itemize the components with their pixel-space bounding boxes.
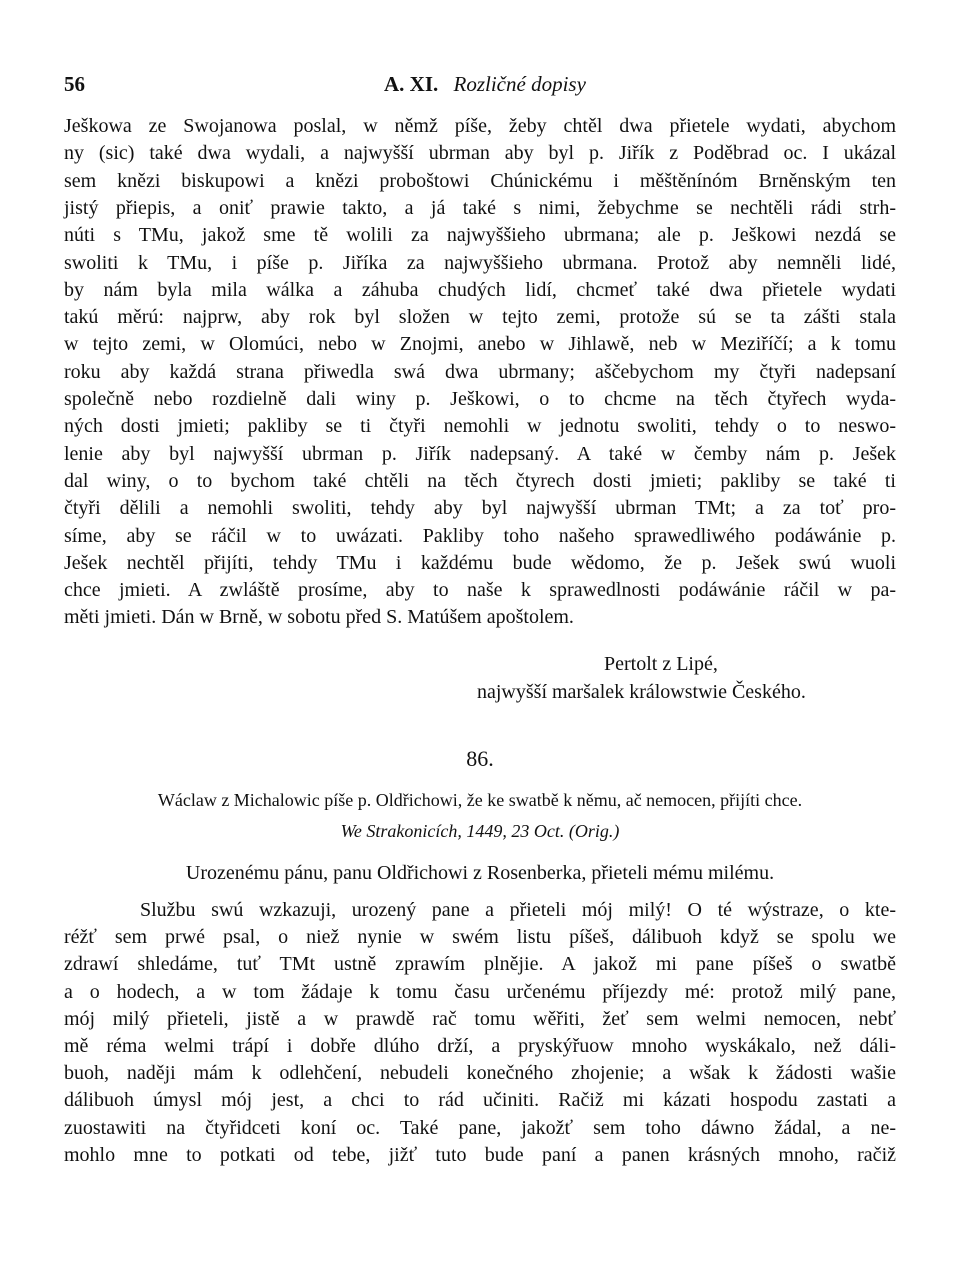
text-line: čtyři dělili a nemohli swoliti, tehdy aby byl najwyšší ubrman TMt; a za toť pro- — [64, 497, 896, 520]
text-line: Ješkowa ze Swojanowa poslal, w němž píše, žeby chtěl dwa přietele wydati, abychom — [64, 115, 896, 137]
document-number: 86. — [466, 746, 494, 771]
text-line: núti s TMu, jakož sme tě wolili za najwyššieho ubrmana; ale p. Ješkowi nezdá se — [64, 224, 896, 247]
signature-name: Pertolt z Lipé, — [604, 653, 718, 675]
text-line: by nám byla mila wálka a záhuba chudých lidí, chcmeť také dwa přietele wydati — [64, 278, 896, 301]
text-line: Ješek nechtěl přijíti, tehdy TMu i každému bude wědomo, že p. Ješek swú wuoli — [64, 551, 896, 574]
text-line: jistý přiepis, a oniť prawie takto, a já také s nimi, žebychme se nechtěli rádi strh- — [64, 196, 896, 219]
text-line: mój milý přieteli, jistě a w prawdě rač tomu wěřiti, žeť sem welmi nemocen, nebť — [64, 1007, 896, 1030]
text-line: buoh, naději mám k odlehčení, nebudeli konečného zhojenie; a wšak k žádosti wašie — [64, 1062, 896, 1085]
text-line: ných dosti jmieti; pakliby se ti čtyři nemohli w jednotu swoliti, tehdy o to neswo- — [64, 415, 896, 438]
text-line: mě réma welmi trápí i dobře dlúho drží, a pryskýřuow mnoho wyskákalo, než dáli- — [64, 1035, 896, 1057]
section-number: A. XI. — [384, 72, 439, 96]
signature-title: najwyšší maršalek králowstwie Českého. — [477, 681, 806, 703]
text-line: chce jmieti. A zwláště prosíme, aby to naše k sprawedlnosti podáwánie ráčil w pa- — [64, 579, 896, 602]
page-number: 56 — [64, 72, 85, 96]
text-line: takú měrú: najprw, aby rok byl složen w tejto zemi, protože sú se ta zášti stala — [64, 306, 896, 329]
page-header — [64, 72, 896, 100]
text-line: ny (sic) také dwa wydali, a najwyšší ubrman aby byl p. Jiřík z Poděbrad oc. I ukázal — [64, 142, 896, 165]
text-line: swoliti k TMu, i píše p. Jiříka za najwyššieho ubrmana. Protož aby nemněli lidé, — [64, 251, 896, 274]
text-line: a o hodech, a w tom žádaje k tomu času určenému příjezdy mé: protož milý pane, — [64, 980, 896, 1003]
text-line: lenie aby byl najwyšší ubrman p. Jiřík nadepsaný. A také w čemby nám p. Ješek — [64, 442, 896, 465]
text-line: zdrawí shledáme, tuť TMt ustně zprawím plnějie. A jakož mi pane píšeš o swatbě — [64, 953, 896, 976]
document-source: We Strakonicích, 1449, 23 Oct. (Orig.) — [340, 821, 620, 841]
text-line: réžť sem prwé psal, o niež nynie w swém listu píšeš, dálibuoh když se spolu we — [64, 926, 896, 949]
text-line: Službu swú wzkazuji, urozený pane a přieteli mój milý! O té wýstraze, o kte- — [140, 899, 896, 921]
running-head — [384, 72, 586, 97]
letter-salutation: Urozenému pánu, panu Oldřichowi z Rosenberka, přieteli mému milému. — [185, 862, 775, 884]
document-summary: Wáclaw z Michalowic píše p. Oldřichowi, že ke swatbě k němu, ač nemocen, přijíti chce. — [157, 790, 803, 810]
text-line: měti jmieti. Dán w Brně, w sobotu před S. Matúšem apoštolem. — [64, 606, 574, 629]
text-line: roku aby každá strana přiwedla swá dwa ubrmany; aščebychom my čtyři nadepsaní — [64, 360, 896, 383]
text-line: zuostawiti na čtyřidceti koní oc. Také pane, jakožť sem toho dáwno žádal, a ne- — [64, 1116, 896, 1139]
text-line: dálibuoh úmysl mój jest, a chci to rád učiniti. Račiž mi kázati hospodu zastati a — [64, 1089, 896, 1112]
section-title: Rozličné dopisy — [453, 72, 586, 96]
text-line: síme, aby se ráčil w to uwázati. Pakliby toho našeho sprawedliwého podáwánie p. — [64, 524, 896, 547]
text-line: sem knězi biskupowi a knězi proboštowi Chúnickému i měštěnínóm Brněnským ten — [64, 169, 896, 192]
text-line: společně nebo rozdielně dali winy p. Ješkowi, o to chcme na těch čtyřech wyda- — [64, 388, 896, 410]
text-line: dal winy, o to bychom také chtěli na těch čtyrech dosti jmieti; pakliby se také ti — [64, 469, 896, 492]
text-line: mohlo mne to potkati od tebe, jižť tuto bude paní a panen krásných mnoho, račiž — [64, 1143, 896, 1166]
text-line: w tejto zemi, w Olomúci, nebo w Znojmi, anebo w Jihlawě, neb w Meziříčí; a k tomu — [64, 333, 896, 356]
